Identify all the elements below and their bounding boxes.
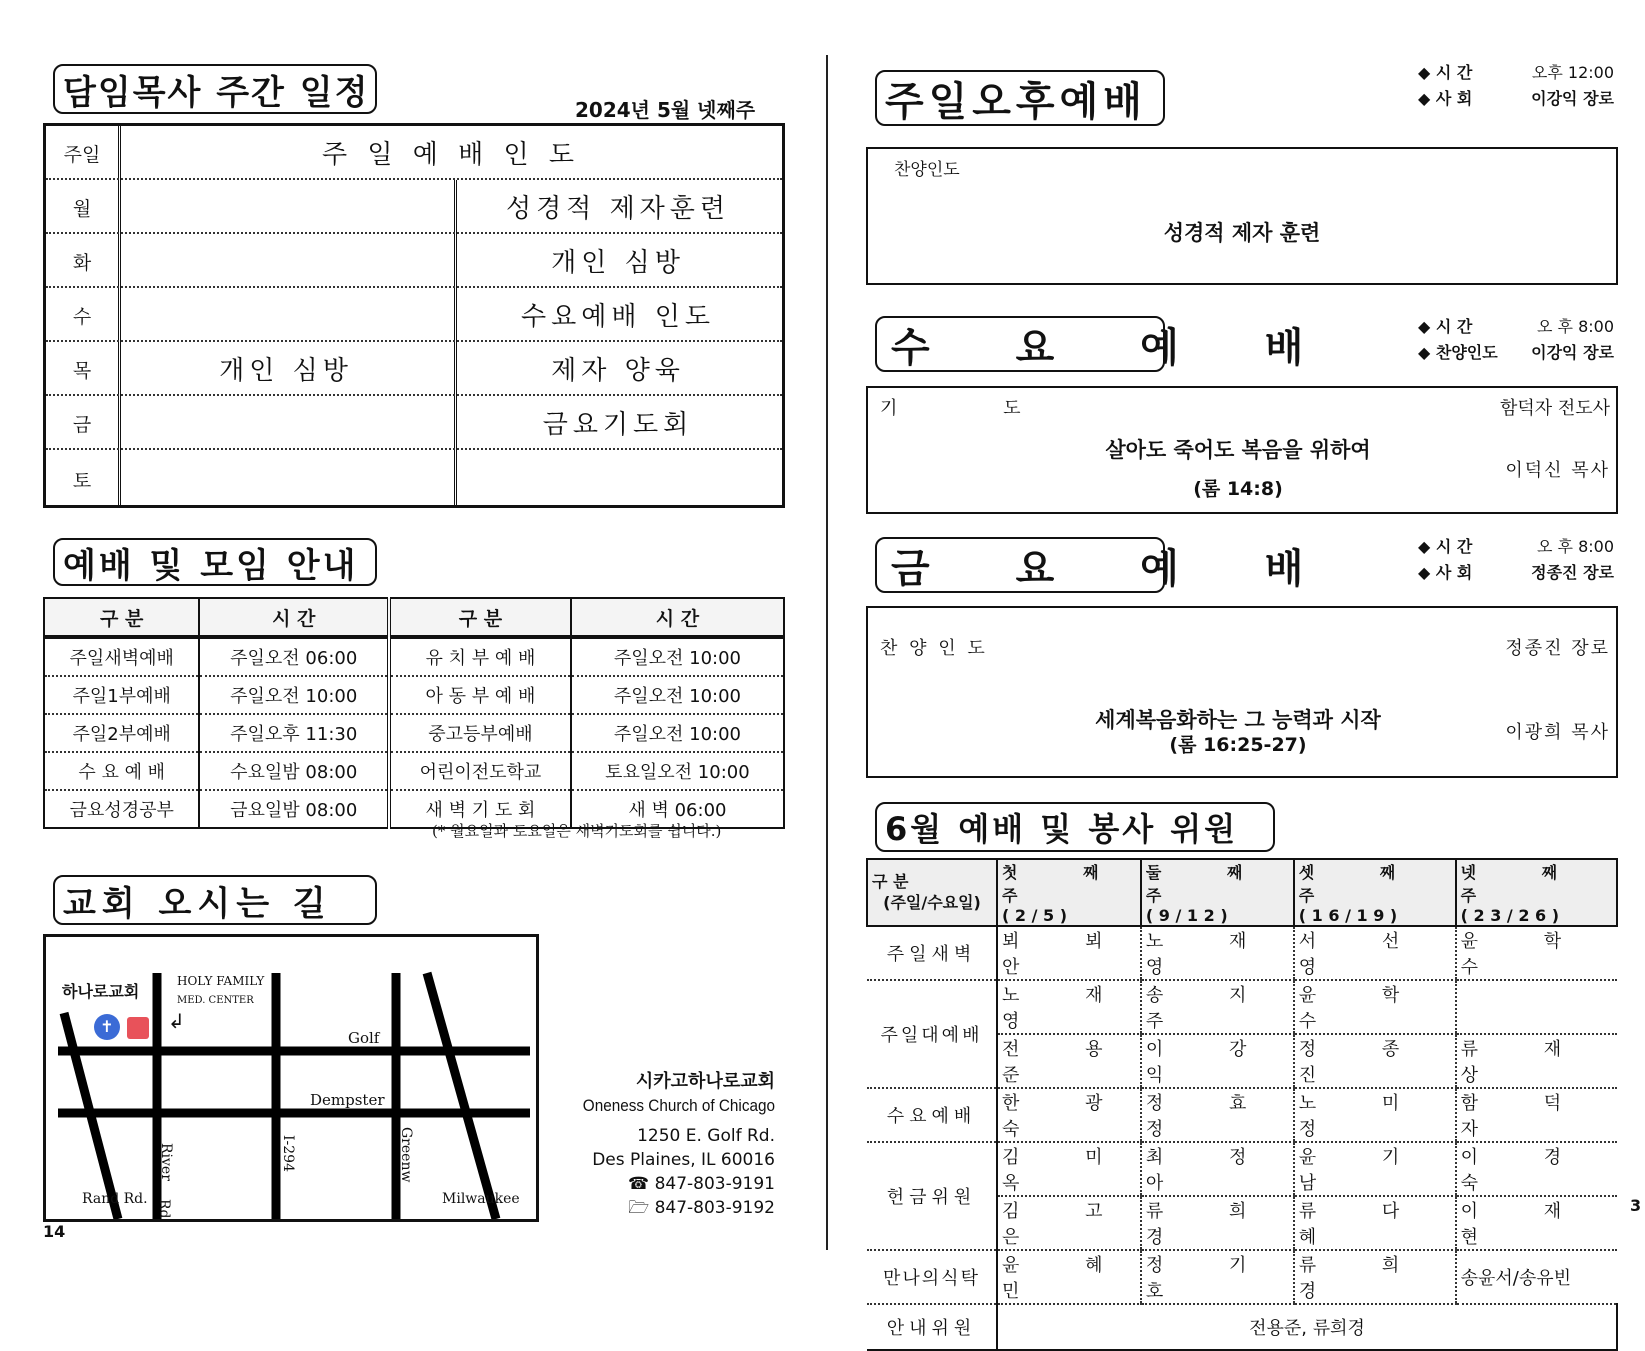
- service-time: 주일오전 10:00: [571, 637, 784, 676]
- services-title: 예배 및 모임 안내: [53, 538, 377, 586]
- service-name: 주일1부예배: [44, 676, 199, 714]
- hospital-line1: HOLY FAMILY: [177, 974, 265, 988]
- vol-cell: 윤 학 수: [1294, 980, 1456, 1034]
- table-row: [867, 926, 1617, 980]
- service-time: 금요일밤 08:00: [199, 790, 389, 828]
- table-row: [867, 1304, 1617, 1350]
- vol-cell: 노 미 정: [1294, 1088, 1456, 1142]
- road-dempster: Dempster: [310, 1091, 385, 1109]
- tue-activity: 개인 심방: [551, 248, 685, 278]
- volunteer-title: 6월 예배 및 봉사 위원: [875, 802, 1275, 852]
- vol-cell: 류 희 경: [1294, 1250, 1456, 1304]
- vol-cell: 송 지 주: [1141, 980, 1294, 1034]
- vol-header: 넷 째 주 ( 2 3 / 2 6 ): [1456, 859, 1617, 926]
- vol-cell: [1456, 980, 1617, 1034]
- vol-cell: 정 효 정: [1141, 1088, 1294, 1142]
- info-value: 오후 12:00: [1531, 63, 1614, 82]
- thu-activity: 제자 양육: [551, 356, 685, 386]
- service-time: 수요일밤 08:00: [199, 752, 389, 790]
- map: [43, 934, 539, 1222]
- wed-sermon: 살아도 죽어도 복음을 위하여: [1105, 438, 1371, 462]
- sunday-activity: 주 일 예 배 인 도: [321, 140, 581, 170]
- guide-value: 전용준, 류희경: [997, 1304, 1617, 1350]
- church-label: 하나로교회: [62, 982, 140, 1001]
- road-river: River: [158, 1143, 174, 1181]
- vol-cell: 이 경 숙: [1456, 1142, 1617, 1196]
- service-name: 금요성경공부: [44, 790, 199, 828]
- schedule-note: (* 월요일과 토요일은 새벽기도회를 쉽니다.): [432, 822, 722, 840]
- afternoon-service-title: 주일오후예배: [875, 70, 1165, 126]
- volunteer-table: [866, 858, 1618, 1351]
- service-name: 수 요 예 배: [44, 752, 199, 790]
- phone-row: [555, 1172, 775, 1196]
- wednesday-service-title: [875, 316, 1340, 372]
- day-tue: 화: [72, 252, 92, 274]
- wed-verse: (롬 14:8): [1193, 478, 1283, 500]
- friday-box: [866, 606, 1618, 778]
- wed-prayer-label: 기 도: [880, 398, 1071, 419]
- service-name: 중고등부예배: [389, 714, 571, 752]
- table-row: [44, 714, 784, 752]
- fax-row: [555, 1196, 775, 1220]
- day-thu: 목: [72, 360, 92, 382]
- col-header: 구 분: [44, 598, 199, 637]
- fri-activity: 금요기도회: [542, 410, 694, 440]
- address-line2: Des Plaines, IL 60016: [592, 1150, 775, 1170]
- vol-cell: 함 덕 자: [1456, 1088, 1617, 1142]
- day-mon: 월: [72, 198, 92, 220]
- wed-title-text: 수 요 예 배: [891, 324, 1340, 371]
- vol-label: 주일새벽: [867, 926, 997, 980]
- hospital-line2: MED. CENTER: [177, 995, 254, 1006]
- vol-header: 셋 째 주 ( 1 6 / 1 9 ): [1294, 859, 1456, 926]
- day-sat: 토: [72, 470, 92, 492]
- vol-cell: 이 재 현: [1456, 1196, 1617, 1250]
- vol-header: 둘 째 주 ( 9 / 1 2 ): [1141, 859, 1294, 926]
- wednesday-info: ◆ 시 간 오 후 8:00 ◆ 찬양인도 이강익 장로: [1418, 317, 1614, 362]
- arrow-icon: ↲: [168, 1009, 185, 1033]
- fri-leader: 정종진 장로: [1505, 638, 1610, 659]
- fri-sermon: 세계복음화하는 그 능력과 시작: [1095, 708, 1381, 732]
- vol-label: 수요예배: [867, 1088, 997, 1142]
- service-time: 새 벽 06:00: [571, 790, 784, 828]
- vol-cell: 한 광 숙: [997, 1088, 1141, 1142]
- col-header: 구 분: [389, 598, 571, 637]
- week-label: 2024년 5월 넷째주: [575, 98, 756, 122]
- day-fri: 금: [72, 414, 92, 436]
- vol-cell: 류 다 혜: [1294, 1196, 1456, 1250]
- road-golf: Golf: [348, 1029, 380, 1047]
- afternoon-info: [1418, 60, 1614, 112]
- vol-cell: 윤 기 남: [1294, 1142, 1456, 1196]
- page-number-left: 14: [43, 1222, 66, 1241]
- wednesday-box: [866, 386, 1618, 514]
- vol-header: 첫 째 주 ( 2 / 5 ): [997, 859, 1141, 926]
- page-number-right: 3: [1630, 1196, 1642, 1215]
- vol-cell: 노 재 영: [997, 980, 1141, 1034]
- fri-title-text: 금 요 예 배: [891, 545, 1340, 592]
- friday-service-title: [875, 537, 1340, 593]
- phone-icon: ☎: [627, 1174, 655, 1194]
- vol-label: 헌금위원: [867, 1142, 997, 1250]
- vol-cell: 류 희 경: [1141, 1196, 1294, 1250]
- fri-verse: (롬 16:25-27): [1169, 734, 1307, 756]
- day-sun: 주일: [63, 144, 101, 166]
- vol-header: 구 분 (주일/수요일): [867, 859, 997, 926]
- thursday-left: 개인 심방: [219, 356, 353, 386]
- vol-label: 안내위원: [867, 1304, 997, 1350]
- fri-label: 찬 양 인 도: [880, 638, 988, 659]
- afternoon-box: [866, 147, 1618, 285]
- church-address: [555, 1070, 775, 1220]
- service-time: 주일오후 11:30: [199, 714, 389, 752]
- hospital-label: [177, 971, 264, 1011]
- vol-cell: 김 고 은: [997, 1196, 1141, 1250]
- service-name: 아 동 부 예 배: [389, 676, 571, 714]
- cross-icon: ✝: [94, 1014, 120, 1040]
- vol-cell: 윤 혜 민: [997, 1250, 1141, 1304]
- page-divider: [826, 55, 828, 1250]
- service-name: 주일2부예배: [44, 714, 199, 752]
- vol-cell: 뵈 뵈 안: [997, 926, 1141, 980]
- service-name: 어린이전도학교: [389, 752, 571, 790]
- wed-preacher: 이덕신 목사: [1505, 460, 1610, 481]
- mon-activity: 성경적 제자훈련: [505, 194, 731, 224]
- table-row: [867, 980, 1617, 1034]
- vol-cell: 서 선 영: [1294, 926, 1456, 980]
- vol-cell: 정 기 호: [1141, 1250, 1294, 1304]
- info-key: ◆ 사 회: [1418, 89, 1473, 108]
- fax-number: 847-803-9192: [654, 1198, 775, 1218]
- service-time: 주일오전 10:00: [571, 714, 784, 752]
- vol-cell: 이 강 익: [1141, 1034, 1294, 1088]
- service-time: 토요일오전 10:00: [571, 752, 784, 790]
- vol-cell: 윤 학 수: [1456, 926, 1617, 980]
- fri-preacher: 이광희 목사: [1505, 722, 1610, 743]
- fax-icon: 🗁: [628, 1198, 655, 1218]
- road-greenw: Greenw: [398, 1127, 414, 1183]
- road-i294: I-294: [280, 1135, 296, 1172]
- vol-cell: 노 재 영: [1141, 926, 1294, 980]
- day-wed: 수: [72, 306, 92, 328]
- vol-cell: 김 미 옥: [997, 1142, 1141, 1196]
- service-name: 주일새벽예배: [44, 637, 199, 676]
- col-header: 시 간: [199, 598, 389, 637]
- vol-cell: 전 용 준: [997, 1034, 1141, 1088]
- services-table: [43, 597, 785, 829]
- church-name-ko: 시카고하나로교회: [635, 1071, 775, 1092]
- directions-title: 교회 오시는 길: [53, 875, 377, 925]
- afternoon-sermon: 성경적 제자 훈련: [1163, 221, 1321, 245]
- vol-cell: 최 정 아: [1141, 1142, 1294, 1196]
- col-header: 시 간: [571, 598, 784, 637]
- table-row: [44, 637, 784, 676]
- table-row: [44, 752, 784, 790]
- vol-cell: 정 종 진: [1294, 1034, 1456, 1088]
- service-time: 주일오전 10:00: [571, 676, 784, 714]
- vol-label: 주일대예배: [867, 980, 997, 1088]
- table-row: [44, 676, 784, 714]
- info-value: 이강익 장로: [1531, 89, 1614, 108]
- weekly-schedule-table: [43, 123, 785, 508]
- schedule-title: 담임목사 주간 일정: [53, 64, 377, 114]
- vol-label: 만나의식탁: [867, 1250, 997, 1304]
- afternoon-label: 찬양인도: [894, 160, 960, 180]
- vol-cell: 송윤서/송유빈: [1456, 1250, 1617, 1304]
- table-row: [867, 1250, 1617, 1304]
- wed-prayer-person: 함덕자 전도사: [1499, 398, 1610, 419]
- service-time: 주일오전 06:00: [199, 637, 389, 676]
- phone-number: 847-803-9191: [654, 1174, 775, 1194]
- road-milwaukee: Milwaukee: [442, 1191, 520, 1207]
- wed-activity: 수요예배 인도: [521, 302, 715, 332]
- service-time: 주일오전 10:00: [199, 676, 389, 714]
- hospital-icon: [127, 1017, 149, 1039]
- table-row: [867, 1088, 1617, 1142]
- road-rd: Rd: [156, 1199, 172, 1219]
- friday-info: ◆ 시 간 오 후 8:00 ◆ 사 회 정종진 장로: [1418, 537, 1614, 582]
- service-name: 새 벽 기 도 회: [389, 790, 571, 828]
- vol-cell: 류 재 상: [1456, 1034, 1617, 1088]
- church-name-en: Oneness Church of Chicago: [582, 1096, 775, 1115]
- service-name: 유 치 부 예 배: [389, 637, 571, 676]
- table-row: [867, 1142, 1617, 1196]
- road-rand: Rand Rd.: [82, 1191, 148, 1207]
- address-line1: 1250 E. Golf Rd.: [637, 1126, 775, 1146]
- info-key: ◆ 시 간: [1418, 63, 1473, 82]
